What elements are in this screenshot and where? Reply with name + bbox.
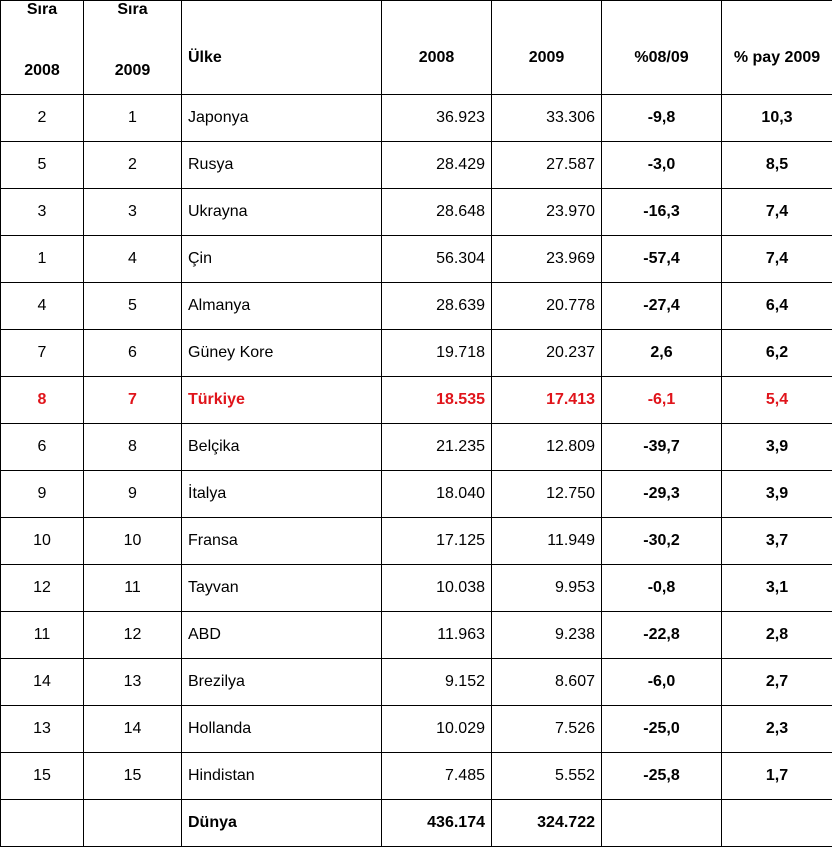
share-cell: 7,4 [722, 189, 832, 236]
share-cell [722, 800, 832, 847]
header-2008 [382, 1, 492, 95]
rank-2008-cell: 2 [1, 95, 84, 142]
country-cell: Türkiye [182, 377, 382, 424]
rank-2009-cell: 5 [84, 283, 182, 330]
value-2008-cell: 18.040 [382, 471, 492, 518]
country-cell: Çin [182, 236, 382, 283]
value-2009-cell: 9.953 [492, 565, 602, 612]
share-cell: 7,4 [722, 236, 832, 283]
value-2009-cell: 7.526 [492, 706, 602, 753]
rank-2008-cell: 1 [1, 236, 84, 283]
rank-2009-cell [84, 800, 182, 847]
rank-2008-cell: 9 [1, 471, 84, 518]
header-rank-2009-bottom: 2009 [115, 62, 151, 80]
value-2008-cell: 436.174 [382, 800, 492, 847]
country-cell: Almanya [182, 283, 382, 330]
header-2008-label: 2008 [419, 49, 455, 66]
value-2009-cell: 11.949 [492, 518, 602, 565]
rank-2008-cell [1, 800, 84, 847]
share-cell: 2,7 [722, 659, 832, 706]
share-cell: 2,8 [722, 612, 832, 659]
value-2009-cell: 5.552 [492, 753, 602, 800]
country-cell: Japonya [182, 95, 382, 142]
change-cell: -30,2 [602, 518, 722, 565]
table-row [1, 330, 832, 377]
share-cell: 5,4 [722, 377, 832, 424]
value-2008-cell: 56.304 [382, 236, 492, 283]
header-rank-2008-bottom: 2008 [24, 62, 60, 80]
change-cell: -22,8 [602, 612, 722, 659]
value-2008-cell: 9.152 [382, 659, 492, 706]
share-cell: 3,9 [722, 424, 832, 471]
rank-2009-cell: 2 [84, 142, 182, 189]
rank-2009-cell: 14 [84, 706, 182, 753]
rank-2008-cell: 6 [1, 424, 84, 471]
table-row [1, 659, 832, 706]
change-cell: -27,4 [602, 283, 722, 330]
change-cell: -25,0 [602, 706, 722, 753]
country-cell: İtalya [182, 471, 382, 518]
share-cell: 6,4 [722, 283, 832, 330]
value-2008-cell: 7.485 [382, 753, 492, 800]
total-row [1, 800, 832, 847]
header-country-label: Ülke [188, 49, 222, 66]
rank-2009-cell: 9 [84, 471, 182, 518]
share-cell: 1,7 [722, 753, 832, 800]
change-cell: -6,1 [602, 377, 722, 424]
rank-2009-cell: 8 [84, 424, 182, 471]
table-row [1, 471, 832, 518]
table-row [1, 377, 832, 424]
value-2009-cell: 20.237 [492, 330, 602, 377]
rank-2009-cell: 7 [84, 377, 182, 424]
header-change-label: %08/09 [634, 49, 688, 66]
rank-2009-cell: 12 [84, 612, 182, 659]
header-country [182, 1, 382, 95]
rank-2009-cell: 13 [84, 659, 182, 706]
value-2008-cell: 28.429 [382, 142, 492, 189]
change-cell: -29,3 [602, 471, 722, 518]
value-2009-cell: 17.413 [492, 377, 602, 424]
header-share [722, 1, 832, 95]
rank-2008-cell: 15 [1, 753, 84, 800]
value-2009-cell: 23.970 [492, 189, 602, 236]
country-cell: Fransa [182, 518, 382, 565]
table-row [1, 189, 832, 236]
country-cell: Tayvan [182, 565, 382, 612]
value-2008-cell: 11.963 [382, 612, 492, 659]
change-cell: -39,7 [602, 424, 722, 471]
rank-2009-cell: 15 [84, 753, 182, 800]
value-2009-cell: 324.722 [492, 800, 602, 847]
value-2009-cell: 23.969 [492, 236, 602, 283]
change-cell: -3,0 [602, 142, 722, 189]
rank-2009-cell: 1 [84, 95, 182, 142]
change-cell: -6,0 [602, 659, 722, 706]
share-cell: 3,1 [722, 565, 832, 612]
value-2008-cell: 28.648 [382, 189, 492, 236]
value-2009-cell: 9.238 [492, 612, 602, 659]
country-cell: ABD [182, 612, 382, 659]
rank-2008-cell: 3 [1, 189, 84, 236]
value-2008-cell: 21.235 [382, 424, 492, 471]
header-rank-2009-top: Sıra [117, 1, 147, 19]
rank-2009-cell: 10 [84, 518, 182, 565]
table-row [1, 95, 832, 142]
rank-2009-cell: 4 [84, 236, 182, 283]
rank-2008-cell: 13 [1, 706, 84, 753]
rank-2009-cell: 6 [84, 330, 182, 377]
value-2009-cell: 8.607 [492, 659, 602, 706]
value-2009-cell: 12.809 [492, 424, 602, 471]
value-2008-cell: 17.125 [382, 518, 492, 565]
rank-2008-cell: 14 [1, 659, 84, 706]
header-2009-label: 2009 [529, 49, 565, 66]
table-row [1, 612, 832, 659]
value-2008-cell: 10.029 [382, 706, 492, 753]
change-cell: -16,3 [602, 189, 722, 236]
change-cell: 2,6 [602, 330, 722, 377]
header-rank-2009 [84, 1, 182, 95]
header-rank-2008-top: Sıra [27, 1, 57, 19]
value-2009-cell: 27.587 [492, 142, 602, 189]
rank-2008-cell: 11 [1, 612, 84, 659]
table-row [1, 424, 832, 471]
table-row [1, 518, 832, 565]
change-cell: -25,8 [602, 753, 722, 800]
share-cell: 3,7 [722, 518, 832, 565]
rank-2008-cell: 12 [1, 565, 84, 612]
rank-2008-cell: 7 [1, 330, 84, 377]
value-2008-cell: 10.038 [382, 565, 492, 612]
header-2009 [492, 1, 602, 95]
share-cell: 3,9 [722, 471, 832, 518]
value-2008-cell: 18.535 [382, 377, 492, 424]
share-cell: 6,2 [722, 330, 832, 377]
header-rank-2008 [1, 1, 84, 95]
rank-2008-cell: 5 [1, 142, 84, 189]
change-cell: -0,8 [602, 565, 722, 612]
country-cell: Belçika [182, 424, 382, 471]
rank-2008-cell: 8 [1, 377, 84, 424]
value-2008-cell: 19.718 [382, 330, 492, 377]
country-cell: Dünya [182, 800, 382, 847]
value-2008-cell: 36.923 [382, 95, 492, 142]
country-cell: Ukrayna [182, 189, 382, 236]
change-cell [602, 800, 722, 847]
share-cell: 10,3 [722, 95, 832, 142]
header-row [1, 1, 832, 95]
value-2008-cell: 28.639 [382, 283, 492, 330]
value-2009-cell: 20.778 [492, 283, 602, 330]
share-cell: 2,3 [722, 706, 832, 753]
table-row [1, 283, 832, 330]
rank-2009-cell: 11 [84, 565, 182, 612]
header-share-label: % pay 2009 [734, 49, 820, 66]
table-row [1, 142, 832, 189]
change-cell: -57,4 [602, 236, 722, 283]
country-cell: Brezilya [182, 659, 382, 706]
country-cell: Güney Kore [182, 330, 382, 377]
table-row [1, 706, 832, 753]
header-change [602, 1, 722, 95]
table-row [1, 753, 832, 800]
country-cell: Rusya [182, 142, 382, 189]
value-2009-cell: 33.306 [492, 95, 602, 142]
table-body [1, 95, 832, 847]
share-cell: 8,5 [722, 142, 832, 189]
change-cell: -9,8 [602, 95, 722, 142]
country-cell: Hollanda [182, 706, 382, 753]
table-row [1, 565, 832, 612]
table-row [1, 236, 832, 283]
rank-2009-cell: 3 [84, 189, 182, 236]
country-cell: Hindistan [182, 753, 382, 800]
rank-2008-cell: 10 [1, 518, 84, 565]
rank-2008-cell: 4 [1, 283, 84, 330]
value-2009-cell: 12.750 [492, 471, 602, 518]
